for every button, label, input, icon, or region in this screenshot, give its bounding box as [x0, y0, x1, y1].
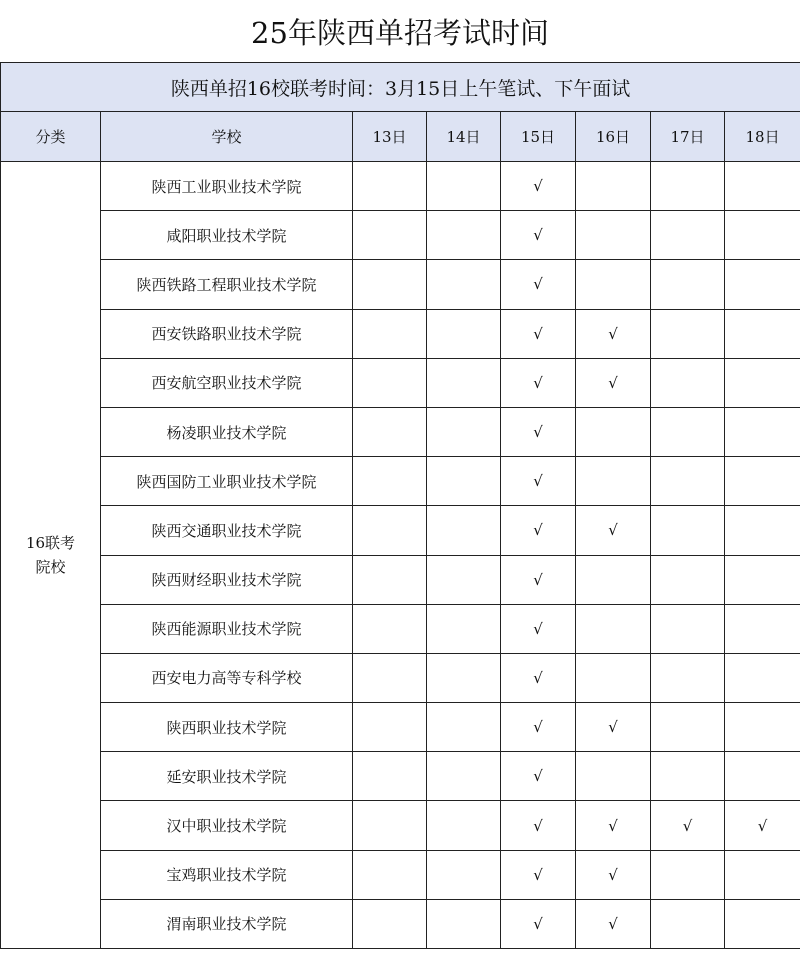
- column-header: 16日: [576, 112, 651, 162]
- check-icon: √: [533, 177, 543, 196]
- column-header: 分类: [1, 112, 101, 162]
- day-cell: [353, 260, 427, 309]
- check-icon: √: [533, 718, 543, 737]
- day-cell: [651, 260, 725, 309]
- day-cell: [353, 407, 427, 456]
- day-cell: [651, 407, 725, 456]
- day-cell: [427, 211, 501, 260]
- day-cell: [725, 358, 800, 407]
- table-row: [1, 407, 800, 456]
- check-icon: √: [533, 324, 543, 343]
- check-icon: √: [533, 914, 543, 933]
- day-cell: [725, 211, 800, 260]
- check-icon: √: [608, 865, 618, 884]
- day-cell: [725, 457, 800, 506]
- day-cell: [427, 309, 501, 358]
- day-cell: [353, 211, 427, 260]
- school-name: 西安铁路职业技术学院: [101, 309, 353, 358]
- check-icon: √: [682, 816, 693, 835]
- day-cell: [353, 604, 427, 653]
- school-name: 宝鸡职业技术学院: [101, 850, 353, 899]
- day-cell: [501, 407, 576, 456]
- day-cell: [427, 850, 501, 899]
- day-cell: [501, 604, 576, 653]
- check-icon: √: [533, 865, 543, 884]
- day-cell: [651, 850, 725, 899]
- day-cell: [576, 457, 651, 506]
- day-cell: [651, 653, 725, 702]
- school-name: 陕西财经职业技术学院: [101, 555, 353, 604]
- day-cell: [353, 653, 427, 702]
- day-cell: [576, 162, 651, 211]
- column-header: 17日: [651, 112, 725, 162]
- table-row: [1, 506, 800, 555]
- check-icon: √: [533, 619, 543, 638]
- category-line1: 16联考: [25, 534, 76, 552]
- day-cell: [576, 260, 651, 309]
- day-cell: [725, 850, 800, 899]
- day-cell: [576, 752, 651, 801]
- day-cell: [651, 309, 725, 358]
- day-cell: [501, 162, 576, 211]
- check-icon: √: [757, 816, 768, 835]
- day-cell: [576, 309, 651, 358]
- table-row: [1, 309, 800, 358]
- day-cell: [427, 703, 501, 752]
- day-cell: [651, 703, 725, 752]
- check-icon: √: [533, 570, 543, 589]
- day-cell: [651, 211, 725, 260]
- table-row: [1, 801, 800, 850]
- day-cell: [427, 801, 501, 850]
- day-cell: [427, 358, 501, 407]
- category-line2: 院校: [35, 558, 66, 576]
- day-cell: [427, 899, 501, 948]
- day-cell: [576, 703, 651, 752]
- school-name: 渭南职业技术学院: [101, 899, 353, 948]
- day-cell: [501, 850, 576, 899]
- day-cell: [501, 358, 576, 407]
- school-name: 陕西国防工业职业技术学院: [101, 457, 353, 506]
- day-cell: [651, 555, 725, 604]
- school-name: 陕西交通职业技术学院: [101, 506, 353, 555]
- school-name: 咸阳职业技术学院: [101, 211, 353, 260]
- schedule-table: [0, 62, 800, 949]
- day-cell: [353, 899, 427, 948]
- day-cell: [427, 162, 501, 211]
- check-icon: √: [533, 521, 543, 540]
- day-cell: [576, 653, 651, 702]
- day-cell: [725, 899, 800, 948]
- day-cell: [651, 358, 725, 407]
- day-cell: [725, 653, 800, 702]
- day-cell: [353, 162, 427, 211]
- check-icon: √: [533, 226, 543, 245]
- column-header: 14日: [427, 112, 501, 162]
- check-icon: √: [608, 914, 618, 933]
- day-cell: [501, 309, 576, 358]
- day-cell: [725, 309, 800, 358]
- check-icon: √: [533, 668, 543, 687]
- day-cell: [725, 162, 800, 211]
- day-cell: [576, 604, 651, 653]
- day-cell: [427, 653, 501, 702]
- school-name: 汉中职业技术学院: [101, 801, 353, 850]
- table-row: [1, 358, 800, 407]
- day-cell: [725, 703, 800, 752]
- column-header: 18日: [725, 112, 800, 162]
- day-cell: [353, 358, 427, 407]
- day-cell: [651, 162, 725, 211]
- day-cell: [501, 506, 576, 555]
- day-cell: [501, 653, 576, 702]
- check-icon: √: [608, 816, 618, 835]
- table-row: [1, 211, 800, 260]
- category-cell: [1, 162, 101, 949]
- school-name: 陕西职业技术学院: [101, 703, 353, 752]
- school-name: 陕西铁路工程职业技术学院: [101, 260, 353, 309]
- day-cell: [651, 604, 725, 653]
- day-cell: [427, 457, 501, 506]
- day-cell: [651, 506, 725, 555]
- day-cell: [427, 752, 501, 801]
- check-icon: √: [533, 275, 543, 294]
- day-cell: [501, 801, 576, 850]
- day-cell: [651, 752, 725, 801]
- day-cell: [725, 555, 800, 604]
- day-cell: [725, 604, 800, 653]
- day-cell: [576, 899, 651, 948]
- day-cell: [427, 407, 501, 456]
- check-icon: √: [608, 521, 618, 540]
- day-cell: [353, 506, 427, 555]
- table-row: [1, 752, 800, 801]
- table-row: [1, 653, 800, 702]
- school-name: 西安航空职业技术学院: [101, 358, 353, 407]
- day-cell: [501, 260, 576, 309]
- day-cell: [353, 555, 427, 604]
- column-header: 15日: [501, 112, 576, 162]
- day-cell: [725, 260, 800, 309]
- check-icon: √: [533, 373, 543, 392]
- table-row: [1, 703, 800, 752]
- day-cell: [725, 801, 800, 850]
- day-cell: [427, 260, 501, 309]
- table-subtitle: 陕西单招16校联考时间：3月15日上午笔试、下午面试: [1, 63, 800, 112]
- day-cell: [501, 211, 576, 260]
- check-icon: √: [533, 472, 543, 491]
- table-row: [1, 457, 800, 506]
- school-name: 陕西能源职业技术学院: [101, 604, 353, 653]
- table-row: [1, 604, 800, 653]
- day-cell: [353, 309, 427, 358]
- day-cell: [427, 604, 501, 653]
- day-cell: [501, 752, 576, 801]
- day-cell: [725, 752, 800, 801]
- day-cell: [651, 457, 725, 506]
- day-cell: [501, 703, 576, 752]
- day-cell: [501, 457, 576, 506]
- table-row: [1, 260, 800, 309]
- day-cell: [576, 211, 651, 260]
- table-row: [1, 555, 800, 604]
- day-cell: [501, 899, 576, 948]
- school-name: 西安电力高等专科学校: [101, 653, 353, 702]
- check-icon: √: [608, 324, 618, 343]
- column-header: 学校: [101, 112, 353, 162]
- day-cell: [353, 801, 427, 850]
- check-icon: √: [608, 718, 618, 737]
- day-cell: [651, 801, 725, 850]
- column-header: 13日: [353, 112, 427, 162]
- table-row: [1, 899, 800, 948]
- check-icon: √: [533, 423, 543, 442]
- school-name: 延安职业技术学院: [101, 752, 353, 801]
- day-cell: [353, 752, 427, 801]
- page-title: 25年陕西单招考试时间: [251, 16, 549, 50]
- day-cell: [576, 358, 651, 407]
- day-cell: [353, 703, 427, 752]
- day-cell: [353, 457, 427, 506]
- school-name: 陕西工业职业技术学院: [101, 162, 353, 211]
- school-name: 杨凌职业技术学院: [101, 407, 353, 456]
- day-cell: [576, 407, 651, 456]
- day-cell: [427, 506, 501, 555]
- check-icon: √: [533, 816, 543, 835]
- day-cell: [725, 407, 800, 456]
- day-cell: [501, 555, 576, 604]
- check-icon: √: [608, 373, 618, 392]
- day-cell: [725, 506, 800, 555]
- day-cell: [576, 850, 651, 899]
- day-cell: [353, 850, 427, 899]
- day-cell: [576, 801, 651, 850]
- check-icon: √: [533, 767, 543, 786]
- table-row: [1, 850, 800, 899]
- day-cell: [576, 506, 651, 555]
- table-row: [1, 162, 800, 211]
- day-cell: [427, 555, 501, 604]
- day-cell: [651, 899, 725, 948]
- day-cell: [576, 555, 651, 604]
